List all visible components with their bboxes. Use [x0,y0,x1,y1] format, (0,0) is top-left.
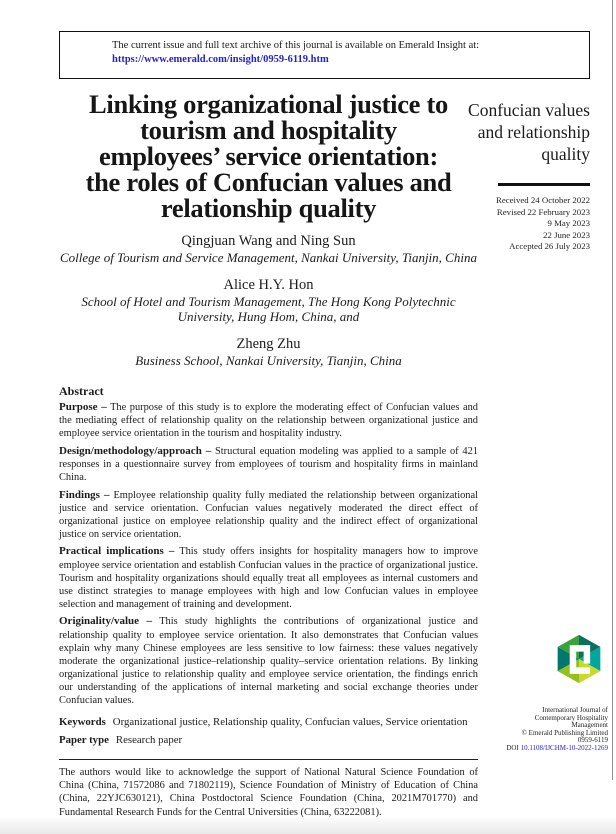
author-name: Zheng Zhu [236,336,301,352]
author-name: Qingjuan Wang and Ning Sun [181,233,356,249]
author-affiliation: College of Tourism and Service Management, Nankai University, Tianjin, China [60,250,477,265]
running-head: Confucian values and relationship quality [468,100,590,164]
title-line: Linking organizational justice to [89,89,448,119]
author-affiliation: School of Hotel and Tourism Management, The Hong Kong Polytechnic University, Hung Hom, China, and [81,294,456,324]
keywords-value: Organizational justice, Relationship quality, Confucian values, Service orientation [112,716,468,729]
section-text: The purpose of this study is to explore the moderating effect of Confucian values and the mediating effect of relationship quality on the relationship between organizational justice and employee service orientation in the tourism and hospitality industry. [59,402,478,440]
journal-archive-link[interactable]: https://www.emerald.com/insight/0959-6119.htm [112,53,329,65]
section-text: Employee relationship quality fully mediated the relationship between organizational justice and service orientation. Confucian values negatively moderated the direct effect of organizational justice on employee relationship quality and the indirect effect of organizational justice on service orientation. [59,489,479,540]
page-edge-line [612,0,613,780]
journal-imprint [476,707,608,752]
availability-banner [59,31,590,79]
abstract-section-originality [59,615,478,707]
date-line: 9 May 2023 [547,218,590,229]
abstract-section-design [59,445,478,484]
section-label: Practical implications – [59,545,175,558]
date-line: Revised 22 February 2023 [496,206,590,217]
section-label: Design/methodology/approach – [59,444,212,457]
issn: 0959-6119 [577,736,608,744]
sidebar-divider [498,183,590,186]
section-text: Structural equation modeling was applied to a sample of 421 responses in a questionnaire survey from employees of tourism and hospitality firms in mainland China. [59,445,478,483]
title-line: employees’ service orientation: [98,141,438,171]
page-bottom-shadow [0,818,616,834]
keywords-row [59,716,478,728]
paper-type-value: Research paper [115,734,183,747]
keywords-label: Keywords [59,716,106,729]
article-title [59,91,478,221]
section-text: This study highlights the contributions of organizational justice and relationship quality to employee service orientation. It also demonstrates that Confucian values explain why many Chinese employees are less sensitive to low fairness: these values negatively moderate the organizational justice–relationship quality–service orientation relations. By linking organizational justice to relationship quality and employee service orientation, the findings enrich our understanding of the applications of internal marketing and social exchange theories under Confucian values. [59,616,478,706]
doi-line [476,745,608,753]
copyright-line: © Emerald Publishing Limited [521,728,608,737]
doi-link[interactable]: 10.1108/IJCHM-10-2022-1269 [520,743,608,752]
paper-type-label: Paper type [59,734,109,747]
abstract [59,384,478,746]
section-text: This study offers insights for hospitality managers how to improve employee service orientation and establish Confucian values in the practice of organizational justice. Tourism and hospitality organizations should equally treat all employees as internal customers and use distinct strategies to manage employees with high and low Confucian values in employee selection and management of training and development. [59,546,478,610]
revision-history [468,195,590,253]
author-block [59,233,478,368]
title-line: tourism and hospitality [140,115,397,145]
acknowledgements-footnote: The authors would like to acknowledge the support of National Natural Science Foundation of China (China, 71572086 and 71802119), Science Foundation of Ministry of Education of China (China, 22YJC630121), China Postdoctoral Science Foundation (China, 2021M701770) and Fundamental Research Funds for the Central Universities (China, 63222081). [59,759,478,819]
journal-title-line: Contemporary Hospitality [534,713,608,722]
publisher-block [476,633,608,752]
emerald-logo [553,633,605,685]
journal-title-line: International Journal of [542,706,608,714]
date-line: Received 24 October 2022 [495,195,590,205]
abstract-section-purpose [59,401,478,440]
doi-label: DOI [506,743,519,752]
paper-type-row [59,734,478,746]
abstract-heading: Abstract [59,384,104,398]
title-line: the roles of Confucian values and [85,167,452,197]
right-sidebar [468,99,590,253]
section-label: Findings – [59,488,110,501]
journal-title-line: Management [571,721,608,729]
author-name: Alice H.Y. Hon [223,277,314,293]
article-column [59,91,478,819]
section-label: Purpose – [59,401,107,413]
date-line: 22 June 2023 [543,229,590,240]
abstract-section-practical-implications [59,545,478,610]
abstract-section-findings [59,489,478,541]
author-affiliation: Business School, Nankai University, Tianjin, China [135,353,402,368]
section-label: Originality/value – [59,615,153,628]
date-line: Accepted 26 July 2023 [509,241,590,252]
availability-notice: The current issue and full text archive of this journal is available on Emerald Insight at: [112,40,480,51]
title-line: relationship quality [160,193,377,223]
